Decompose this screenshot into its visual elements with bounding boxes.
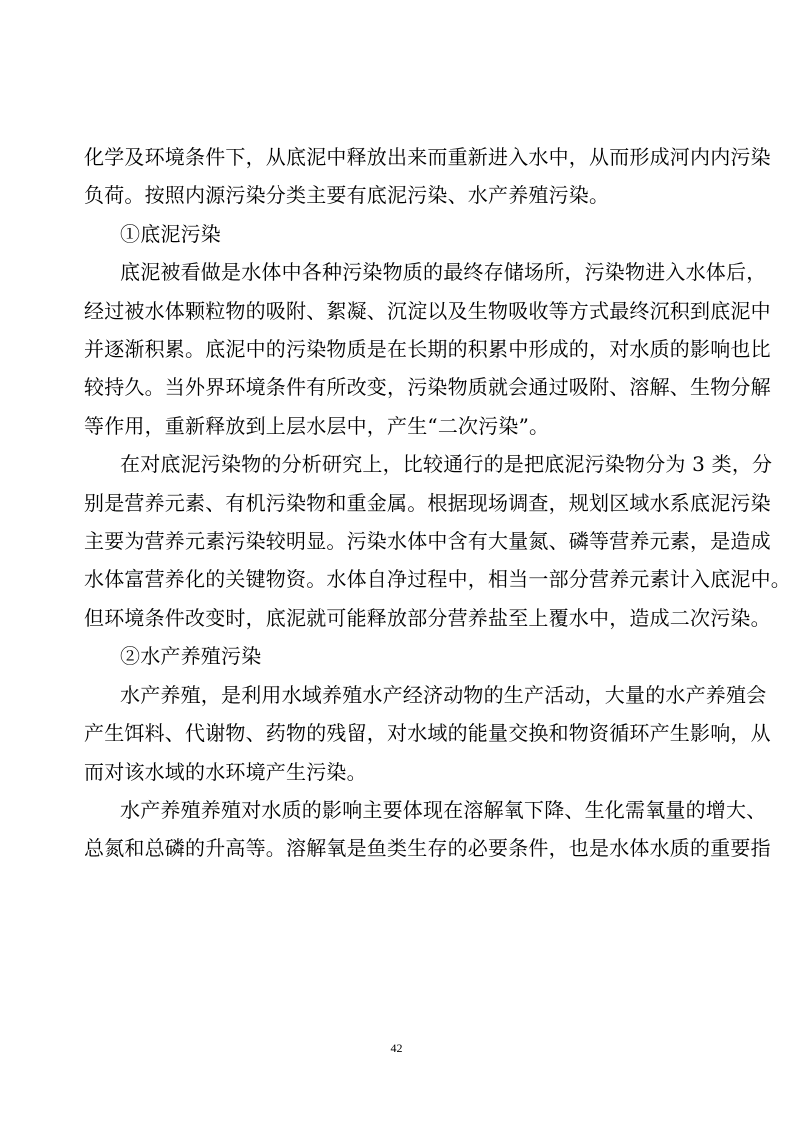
text-line: 水产养殖，是利用水域养殖水产经济动物的生产活动，大量的水产养殖会: [120, 682, 767, 707]
text-line: 负荷。按照内源污染分类主要有底泥污染、水产养殖污染。: [84, 183, 610, 208]
page-number: 42: [390, 1041, 403, 1055]
text-line: 并逐渐积累。底泥中的污染物质是在长期的积累中形成的，对水质的影响也比: [84, 337, 771, 362]
text-line: 经过被水体颗粒物的吸附、絮凝、沉淀以及生物吸收等方式最终沉积到底泥中: [84, 298, 771, 323]
text-line: 而对该水域的水环境产生污染。: [84, 759, 367, 784]
text-line: 较持久。当外界环境条件有所改变，污染物质就会通过吸附、溶解、生物分解: [84, 375, 771, 400]
text-line: 别是营养元素、有机污染物和重金属。根据现场调查，规划区域水系底泥污染: [84, 490, 771, 515]
text-line: 主要为营养元素污染较明显。污染水体中含有大量氮、磷等营养元素，是造成: [84, 529, 771, 554]
text-line: 等作用，重新释放到上层水层中，产生“二次污染”。: [84, 413, 550, 438]
text-line: 水产养殖养殖对水质的影响主要体现在溶解氧下降、生化需氧量的增大、: [120, 797, 767, 822]
text-line: 水体富营养化的关键物资。水体自净过程中，相当一部分营养元素计入底泥中。: [84, 567, 791, 592]
text-line: 产生饵料、代谢物、药物的残留，对水域的能量交换和物资循环产生影响，从: [84, 721, 771, 746]
text-line: 但环境条件改变时，底泥就可能释放部分营养盐至上覆水中，造成二次污染。: [84, 605, 771, 630]
text-line: 化学及环境条件下，从底泥中释放出来而重新进入水中，从而形成河内内污染: [84, 145, 771, 169]
text-line: 在对底泥污染物的分析研究上，比较通行的是把底泥污染物分为 3 类，分: [120, 452, 773, 477]
text-line: 底泥被看做是水体中各种污染物质的最终存储场所，污染物进入水体后，: [120, 260, 767, 285]
section-heading: ②水产养殖污染: [120, 644, 262, 669]
text-line: 总氮和总磷的升高等。溶解氧是鱼类生存的必要条件，也是水体水质的重要指: [84, 836, 771, 861]
section-heading: ①底泥污染: [120, 221, 221, 246]
document-body: [84, 138, 791, 868]
